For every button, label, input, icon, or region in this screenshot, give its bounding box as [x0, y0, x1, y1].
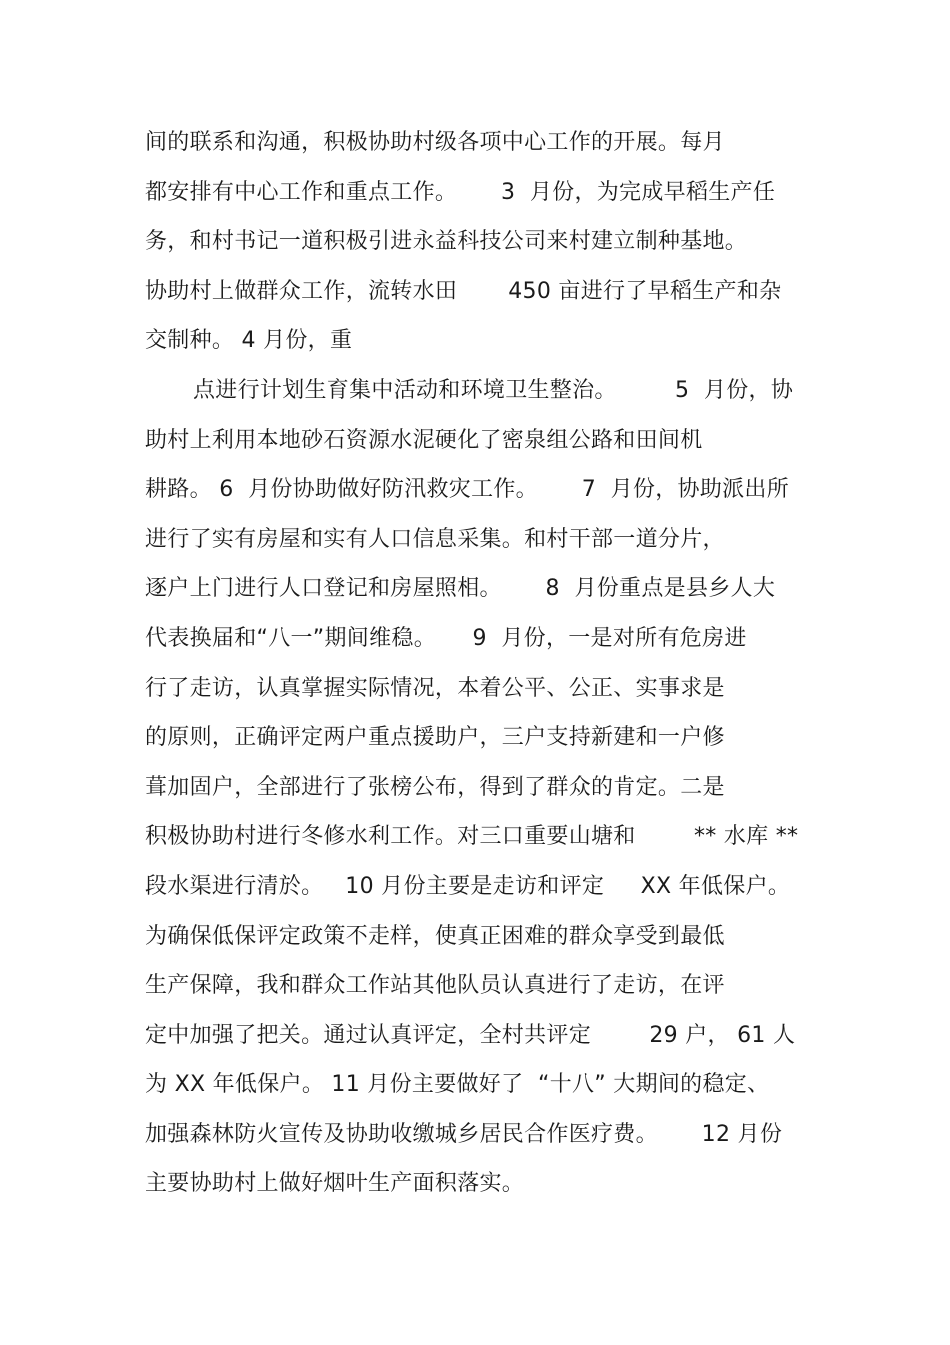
text-line: 间的联系和沟通，积极协助村级各项中心工作的开展。每月: [145, 130, 725, 155]
text-line: 生产保障，我和群众工作站其他队员认真进行了走访，在评: [145, 973, 725, 999]
text-line: 代表换届和“八一”期间维稳。 9 月份，一是对所有危房进: [145, 625, 747, 651]
text-line: 段水渠进行清於。 10 月份主要是走访和评定 XX 年低保户。: [145, 873, 791, 899]
text-line: 的原则，正确评定两户重点援助户，三户支持新建和一户修: [145, 725, 725, 751]
text-line: 积极协助村进行冬修水利工作。对三口重要山塘和 ** 水库 **: [145, 824, 799, 850]
text-line: 协助村上做群众工作，流转水田 450 亩进行了早稻生产和杂: [145, 278, 782, 304]
text-line: 都安排有中心工作和重点工作。 3 月份，为完成早稻生产任: [145, 179, 776, 205]
text-line: 葺加固户，全部进行了张榜公布，得到了群众的肯定。二是: [145, 774, 725, 800]
text-line: 主要协助村上做好烟叶生产面积落实。: [145, 1171, 525, 1197]
text-line: 为确保低保评定政策不走样，使真正困难的群众享受到最低: [145, 923, 725, 949]
text-line: 加强森林防火宣传及协助收缴城乡居民合作医疗费。 12 月份: [145, 1121, 783, 1147]
text-line: 交制种。 4 月份，重: [145, 328, 353, 354]
body-text: [145, 118, 825, 1209]
text-line: 逐户上门进行人口登记和房屋照相。 8 月份重点是县乡人大: [145, 576, 776, 602]
text-line: 定中加强了把关。通过认真评定，全村共评定 29 户， 61 人: [145, 1022, 796, 1048]
text-line: 助村上利用本地砂石资源水泥硬化了密泉组公路和田间机: [145, 427, 703, 453]
text-line: 为 XX 年低保户。 11 月份主要做好了 “十八” 大期间的稳定、: [145, 1072, 770, 1098]
text-line: 行了走访，认真掌握实际情况，本着公平、公正、实事求是: [145, 675, 725, 701]
text-line: 点进行计划生育集中活动和环境卫生整治。 5 月份，协: [193, 377, 794, 403]
text-line: 务，和村书记一道积极引进永益科技公司来村建立制种基地。: [145, 229, 748, 255]
text-line: 耕路。 6 月份协助做好防汛救灾工作。 7 月份，协助派出所: [145, 477, 790, 503]
text-line: 进行了实有房屋和实有人口信息采集。和村干部一道分片，: [145, 526, 725, 552]
